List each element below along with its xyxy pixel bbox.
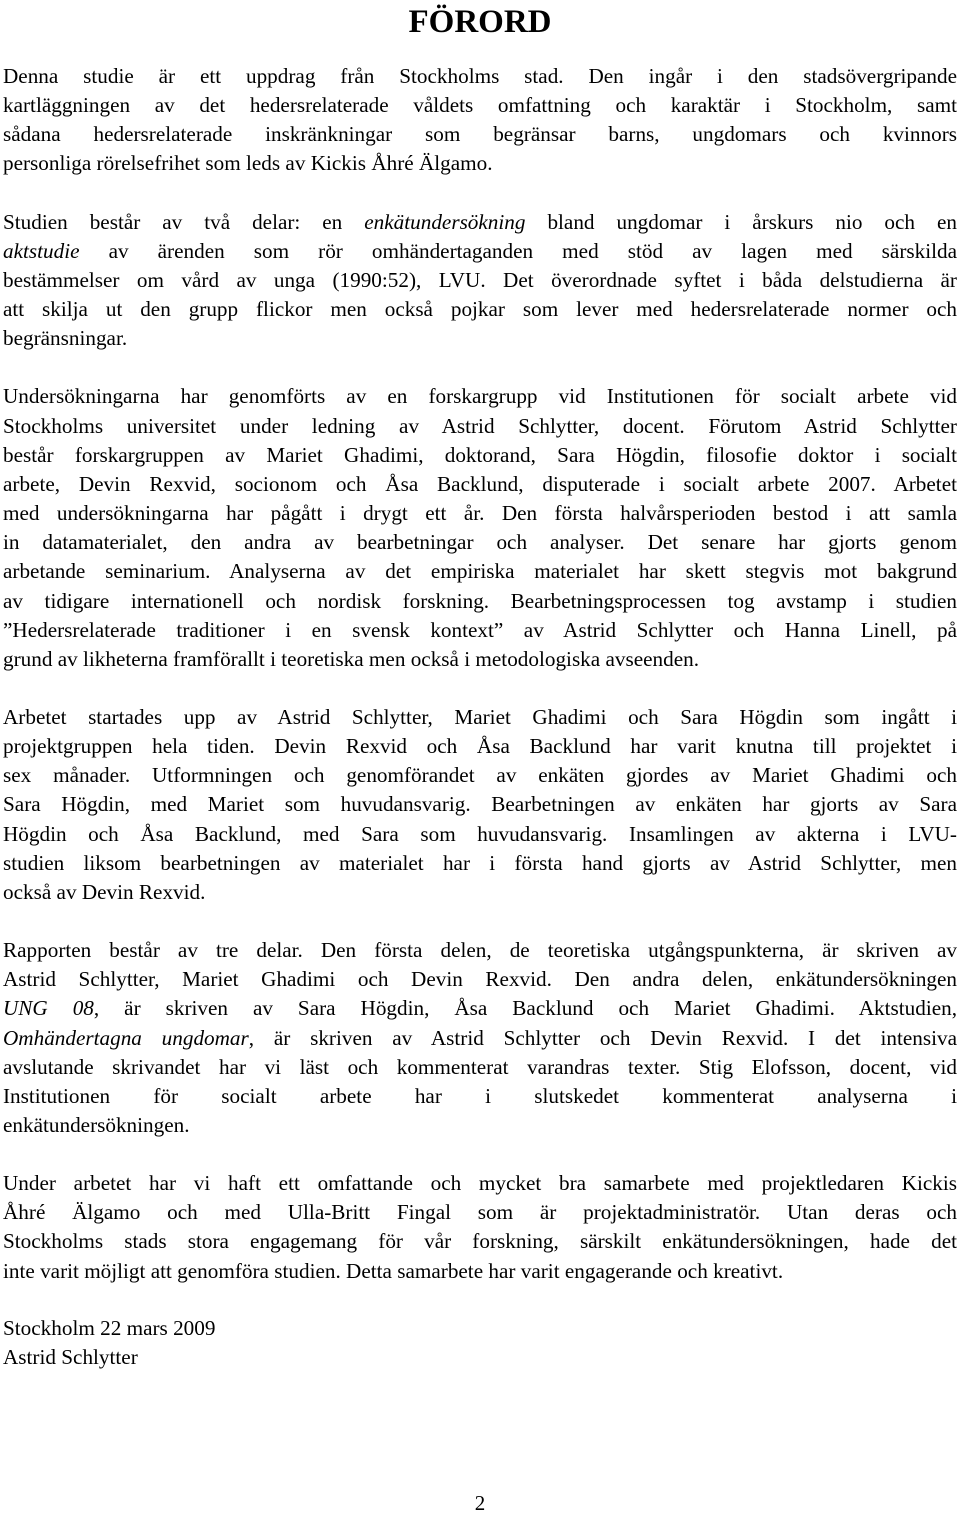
emphasis-title: Omhändertagna ungdomar (3, 1025, 249, 1050)
text-line: begränsningar. (3, 326, 128, 351)
text-run: bland ungdomar i årskurs nio och en (525, 209, 957, 234)
text-line (3, 237, 957, 266)
text-line: avslutande skrivandet har vi läst och kommenterat varandras texter. Stig Elofsson, docent, vid (3, 1054, 957, 1079)
text-line: med undersökningarna har pågått i drygt ett år. Den första halvårsperioden bestod i att samla (3, 501, 957, 526)
text-line: enkätundersökningen. (3, 1113, 190, 1137)
page-number: 2 (474, 1491, 486, 1515)
text-line: Åhré Älgamo och med Ulla-Britt Fingal som är projektadministratör. Utan deras och (3, 1200, 957, 1225)
text-line: studien liksom bearbetningen av materialet har i första hand gjorts av Astrid Schlytter, men (3, 850, 957, 875)
page-title: FÖRORD (408, 4, 552, 40)
paragraph-report-parts (3, 936, 957, 1140)
paragraph-intro (3, 62, 957, 179)
emphasis-term: enkätundersökning (364, 209, 526, 234)
emphasis-term: aktstudie (3, 238, 80, 263)
text-line: arbete, Devin Rexvid, socionom och Åsa Backlund, disputerade i socialt arbete 2007. Arbetet (3, 471, 957, 496)
text-line: Under arbetet har vi haft ett omfattande och mycket bra samarbete med projektledaren Kickis (3, 1171, 957, 1196)
text-line (3, 1024, 957, 1053)
text-line: också av Devin Rexvid. (3, 879, 206, 904)
paragraph-research-group (3, 382, 957, 674)
text-line: personliga rörelsefrihet som leds av Kickis Åhré Älgamo. (3, 151, 493, 176)
paragraph-project-group (3, 703, 957, 907)
text-line: grund av likheterna framförallt i teoretiska men också i metodologiska avseenden. (3, 646, 700, 671)
text-line: Stockholms universitet under ledning av Astrid Schlytter, docent. Förutom Astrid Schlytter (3, 413, 957, 438)
text-line (3, 994, 957, 1023)
text-line: Sara Högdin, med Mariet som huvudansvarig. Bearbetningen av enkäten har gjorts av Sara (3, 792, 957, 817)
signature-block (3, 1314, 957, 1372)
text-run: Studien består av två delar: en (3, 209, 365, 234)
text-line: Denna studie är ett uppdrag från Stockholms stad. Den ingår i den stadsövergripande (3, 64, 957, 88)
text-line: Högdin och Åsa Backlund, med Sara som huvudansvarig. Insamlingen av akterna i LVU- (3, 821, 957, 846)
text-line: sex månader. Utformningen och genomförandet av enkäten gjordes av Mariet Ghadimi och (3, 763, 957, 788)
signature-place-date: Stockholm 22 mars 2009 (3, 1315, 216, 1340)
text-line: av tidigare internationell och nordisk forskning. Bearbetningsprocessen tog avstamp i studien (3, 588, 957, 613)
text-run: , är skriven av Astrid Schlytter och Devin Rexvid. I det intensiva (248, 1025, 958, 1050)
text-line: kartläggningen av det hedersrelaterade våldets omfattning och karaktär i Stockholm, samt (3, 93, 957, 118)
text-line (3, 208, 957, 237)
text-line: Undersökningarna har genomförts av en forskargrupp vid Institutionen för socialt arbete vid (3, 384, 957, 409)
paragraph-acknowledgements (3, 1169, 957, 1286)
text-line: in datamaterialet, den andra av bearbetningar och analyser. Det senare har gjorts genom (3, 530, 957, 555)
text-line: sådana hedersrelaterade inskränkningar som begränsar barns, ungdomars och kvinnors (3, 122, 957, 147)
text-line: Rapporten består av tre delar. Den första delen, de teoretiska utgångspunkterna, är skriven av (3, 938, 957, 963)
text-line: Arbetet startades upp av Astrid Schlytter, Mariet Ghadimi och Sara Högdin som ingått i (3, 704, 957, 729)
text-run: , är skriven av Sara Högdin, Åsa Backlund och Mariet Ghadimi. Aktstudien, (93, 996, 957, 1021)
text-line: arbetande seminarium. Analyserna av det empiriska materialet har skett stegvis mot bakgrund (3, 559, 957, 584)
text-line: projektgruppen hela tiden. Devin Rexvid och Åsa Backlund har varit knutna till projektet i (3, 734, 957, 759)
text-line: ”Hedersrelaterade traditioner i en svensk kontext” av Astrid Schlytter och Hanna Linell, på (3, 617, 957, 642)
document-page (3, 0, 957, 1372)
text-line: Astrid Schlytter, Mariet Ghadimi och Devin Rexvid. Den andra delen, enkätundersökningen (3, 967, 957, 992)
text-line: består forskargruppen av Mariet Ghadimi, doktorand, Sara Högdin, filosofie doktor i socialt (3, 442, 957, 467)
text-line: Institutionen för socialt arbete har i slutskedet kommenterat analyserna i (3, 1083, 957, 1108)
text-line: att skilja ut den grupp flickor men också pojkar som lever med hedersrelaterade normer och (3, 297, 957, 322)
emphasis-title: UNG 08 (3, 996, 94, 1021)
text-line: Stockholms stads stora engagemang för vår forskning, särskilt enkätundersökningen, hade det (3, 1229, 957, 1254)
paragraph-study-parts (3, 208, 957, 354)
signature-name: Astrid Schlytter (3, 1344, 138, 1369)
text-run: av ärenden som rör omhändertaganden med stöd av lagen med särskilda (79, 238, 957, 263)
text-line: inte varit möjligt att genomföra studien. Detta samarbete har varit engagerande och kreativt. (3, 1258, 784, 1283)
text-line: bestämmelser om vård av unga (1990:52), LVU. Det överordnade syftet i båda delstudierna är (3, 267, 957, 292)
